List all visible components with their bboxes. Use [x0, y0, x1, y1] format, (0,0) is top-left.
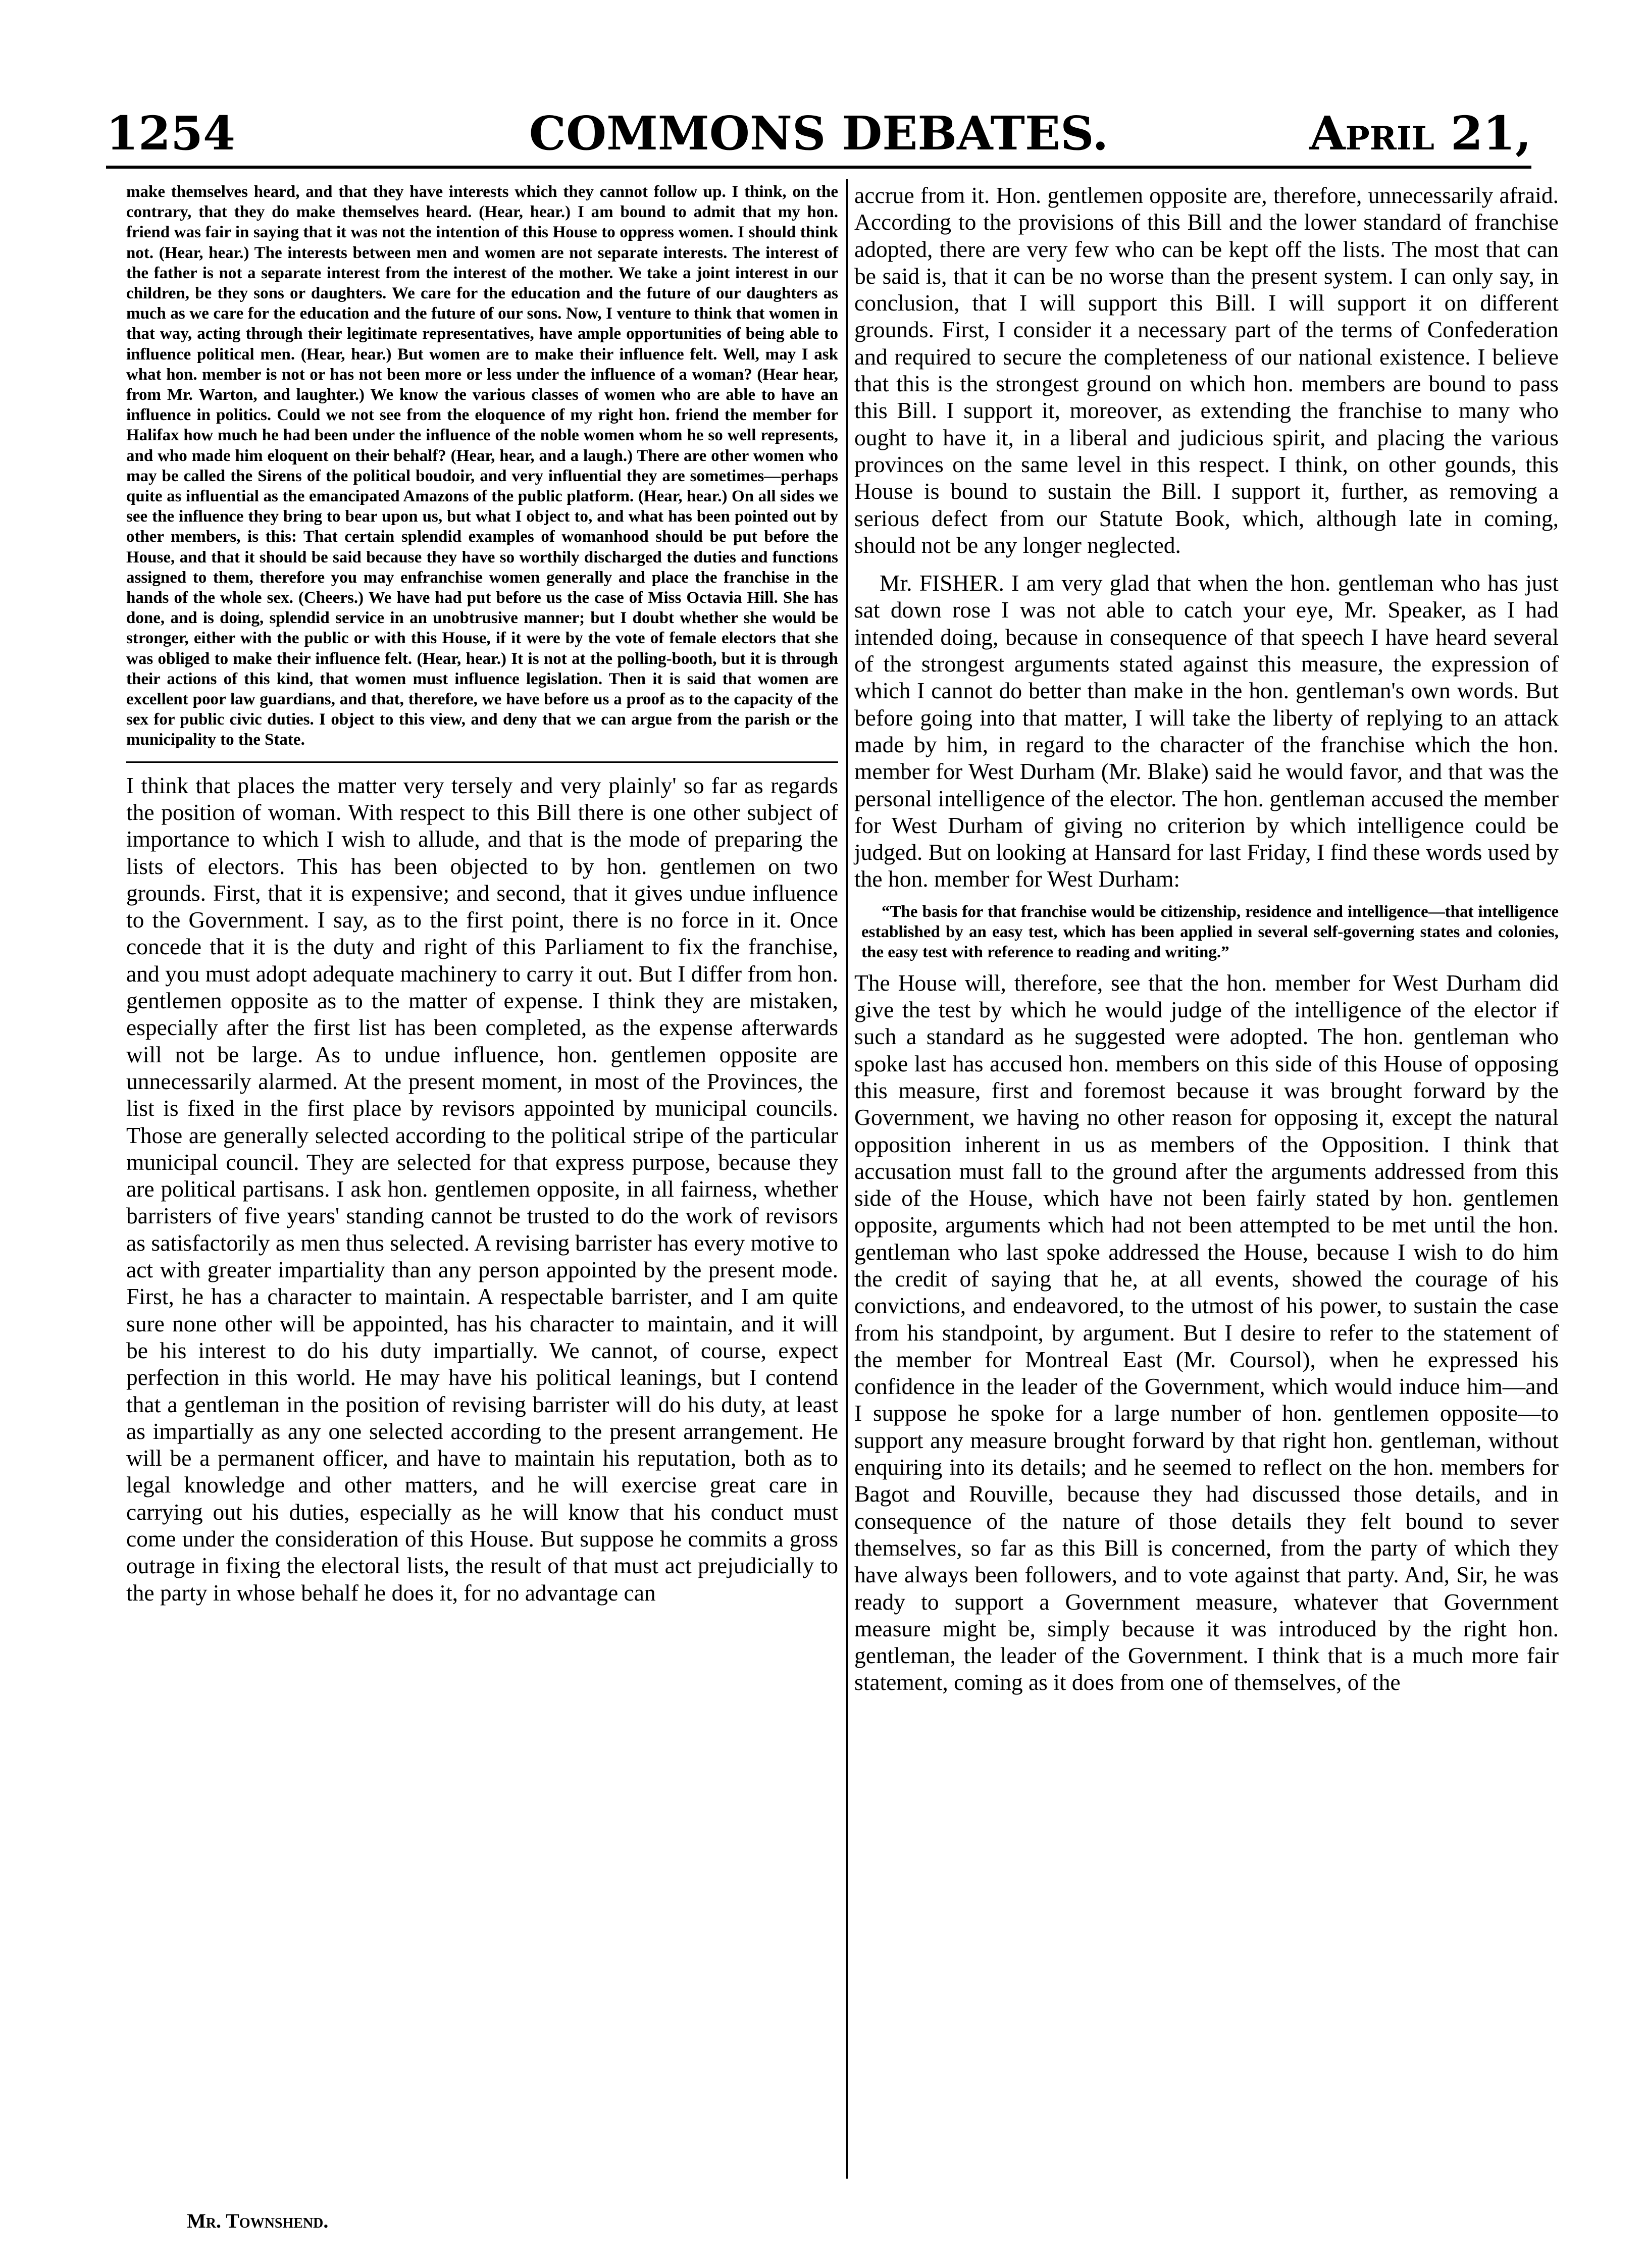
right-column [854, 182, 1559, 1696]
extract-divider [126, 761, 838, 763]
left-column [126, 182, 838, 1606]
right-continuation-text: accrue from it. Hon. gentlemen opposite are, therefore, unnecessarily afraid. According to the provisions of this Bill and the lower standard of franchise adopted, there are very few who can be kept off the lists. The most that can be said is, that it can be no worse than the present system. I can only say, in conclusion, that I will support this Bill. I will support it on different grounds. First, I consider it a necessary part of the terms of Confederation and required to secure the completeness of our national existence. I believe that this is the strongest ground on which hon. members are bound to pass this Bill. I support it, moreover, as extending the franchise to many who ought to have it, in a liberal and judicious spirit, and placing the various provinces on the same level in this respect. I think, on other gounds, this House is bound to sustain the Bill. I support it, further, as removing a serious defect from our Statute Book, which, although late in coming, should not be any longer neglected. [854, 182, 1559, 558]
header-rule [106, 166, 1531, 169]
speaker-footer-name: Mr. Townshend. [187, 2209, 329, 2232]
header-date: April 21, [1309, 106, 1531, 161]
column-divider [846, 179, 848, 2179]
hansard-quote: “The basis for that franchise would be citizenship, residence and intelligence—that intelligence established by an easy test, which has been applied in several self-governing states and colonies, the easy test with reference to reading and writing.” [861, 902, 1559, 961]
running-title: COMMONS DEBATES. [529, 106, 1109, 161]
quoted-extract: make themselves heard, and that they have interests which they cannot follow up. I think, on the contrary, that they do make themselves heard. (Hear, hear.) I am bound to admit that my hon. friend was fair in saying that it was not the intention of this House to oppress women. I should think not. (Hear, hear.) The interests between men and women are not separate interests. The interest of the father is not a separate interest from the interest of the mother. We take a joint interest in our children, be they sons or daughters. We care for the education and the future of our daughters as much as we care for the education and the future of our sons. Now, I venture to think that women in that way, acting through their legitimate representatives, have ample opportunities of being able to influence political men. (Hear, hear.) But women are to make their influence felt. Well, may I ask what hon. member is not or has not been more or less under the influence of a woman? (Hear hear, from Mr. Warton, and laughter.) We know the various classes of women who are able to have an influence in politics. Could we not see from the eloquence of my right hon. friend the member for Halifax how much he had been under the influence of the noble women whom he so well represents, and who made him eloquent on their behalf? (Hear, hear, and a laugh.) There are other women who may be called the Sirens of the political boudoir, and very influential they are sometimes—perhaps quite as influential as the emancipated Amazons of the public platform. (Hear, hear.) On all sides we see the influence they bring to bear upon us, but what I object to, and what has been pointed out by other members, is this: That certain splendid examples of womanhood should be put before the House, and that it should be said because they have so worthily discharged the duties and functions assigned to them, therefore you may enfranchise women generally and place the franchise in the hands of the whole sex. (Cheers.) We have had put before us the case of Miss Octavia Hill. She has done, and is doing, splendid service in an unobtrusive manner; but I doubt whether she would be stronger, either with the public or with this House, if it were by the vote of female electors that she was obliged to make their influence felt. (Hear, hear.) It is not at the polling-booth, but it is through their actions of this kind, that women must influence legislation. Then it is said that women are excellent poor law guardians, and that, therefore, we have before us a proof as to the capacity of the sex for public civic duties. I object to this view, and deny that we can argue from the parish or the municipality to the State. [126, 183, 838, 749]
fisher-speech: Mr. FISHER. I am very glad that when the hon. gentleman who has just sat down rose I was not able to catch your eye, Mr. Speaker, as I had intended doing, because in consequence of that speech I have heard several of the strongest arguments stated against this measure, the expression of which I cannot do better than make in the hon. gentleman's own words. But before going into that matter, I will take the liberty of replying to an attack made by him, in regard to the character of the franchise which the hon. member for West Durham (Mr. Blake) said he would favor, and that was the personal intelligence of the elector. The hon. gentleman accused the member for West Durham of giving no criterion by which intelligence could be judged. But on looking at Hansard for last Friday, I find these words used by the hon. member for West Durham: [854, 570, 1559, 892]
page-number: 1254 [106, 106, 236, 161]
fisher-speech-continued: The House will, therefore, see that the hon. member for West Durham did give the test by which he would judge of the intelligence of the elector if such a standard as he suggested were adopted. The hon. gentleman who spoke last has accused hon. members on this side of this House of opposing this measure, first and foremost because it was brought forward by the Government, we having no other reason for opposing it, except the natural opposition inherent in us as members of the Opposition. I think that accusation must fall to the ground after the arguments addressed from this side of the House, which have not been fairly stated by hon. gentlemen opposite, arguments which had not been attempted to be met until the hon. gentleman who last spoke addressed the House, because I wish to do him the credit of saying that he, at all events, showed the courage of his convictions, and endeavored, to the utmost of his power, to sustain the case from his standpoint, by argument. But I desire to refer to the statement of the member for Montreal East (Mr. Coursol), when he expressed his confidence in the leader of the Government, which would induce him—and I suppose he spoke for a large number of hon. gentlemen opposite—to support any measure brought forward by that right hon. gentleman, without enquiring into its details; and he seemed to reflect on the hon. members for Bagot and Rouville, because they had discussed those details, and in consequence of the nature of those details they felt bound to sever themselves, so far as this Bill is concerned, from the party of which they have always been followers, and to vote against that party. And, Sir, he was ready to support a Government measure, whatever that Government measure might be, simply because it was introduced by the right hon. gentleman, the leader of the Government. I think that is a much more fair statement, coming as it does from one of themselves, of the [854, 969, 1559, 1695]
left-body-text: I think that places the matter very tersely and very plainly' so far as regards the position of woman. With respect to this Bill there is one other subject of importance to which I wish to allude, and that is the mode of preparing the lists of electors. This has been objected to by hon. gentlemen on two grounds. First, that it is expensive; and second, that it gives undue influence to the Government. I say, as to the first point, there is no force in it. Once concede that it is the duty and right of this Parliament to fix the franchise, and you must adopt adequate machinery to carry it out. But I differ from hon. gentlemen opposite as to the matter of expense. I think they are mistaken, especially after the first list has been completed, as the expense afterwards will not be large. As to undue influence, hon. gentlemen opposite are unnecessarily alarmed. At the present moment, in most of the Provinces, the list is fixed in the first place by revisors appointed by municipal councils. Those are generally selected according to the political stripe of the particular municipal council. They are selected for that express purpose, because they are political partisans. I ask hon. gentlemen opposite, in all fairness, whether barristers of five years' standing cannot be trusted to do the work of revisors as satisfactorily as men thus selected. A revising barrister has every motive to act with greater impartiality than any person appointed by the present mode. First, he has a character to maintain. A respectable barrister, and I am quite sure none other will be appointed, has his character to maintain, and it will be his interest to do his duty impartially. We cannot, of course, expect perfection in this world. He may have his political leanings, but I contend that a gentleman in the position of revising barrister will do his duty, at least as impartially as any one selected according to the present arrangement. He will be a permanent officer, and have to maintain his reputation, both as to legal knowledge and other matters, and he will exercise great care in carrying out his duties, especially as he will know that his conduct must come under the consideration of this House. But suppose he commits a gross outrage in fixing the electoral lists, the result of that must act prejudicially to the party in whose behalf he does it, for no advantage can [126, 772, 838, 1606]
page-header [106, 106, 1531, 172]
